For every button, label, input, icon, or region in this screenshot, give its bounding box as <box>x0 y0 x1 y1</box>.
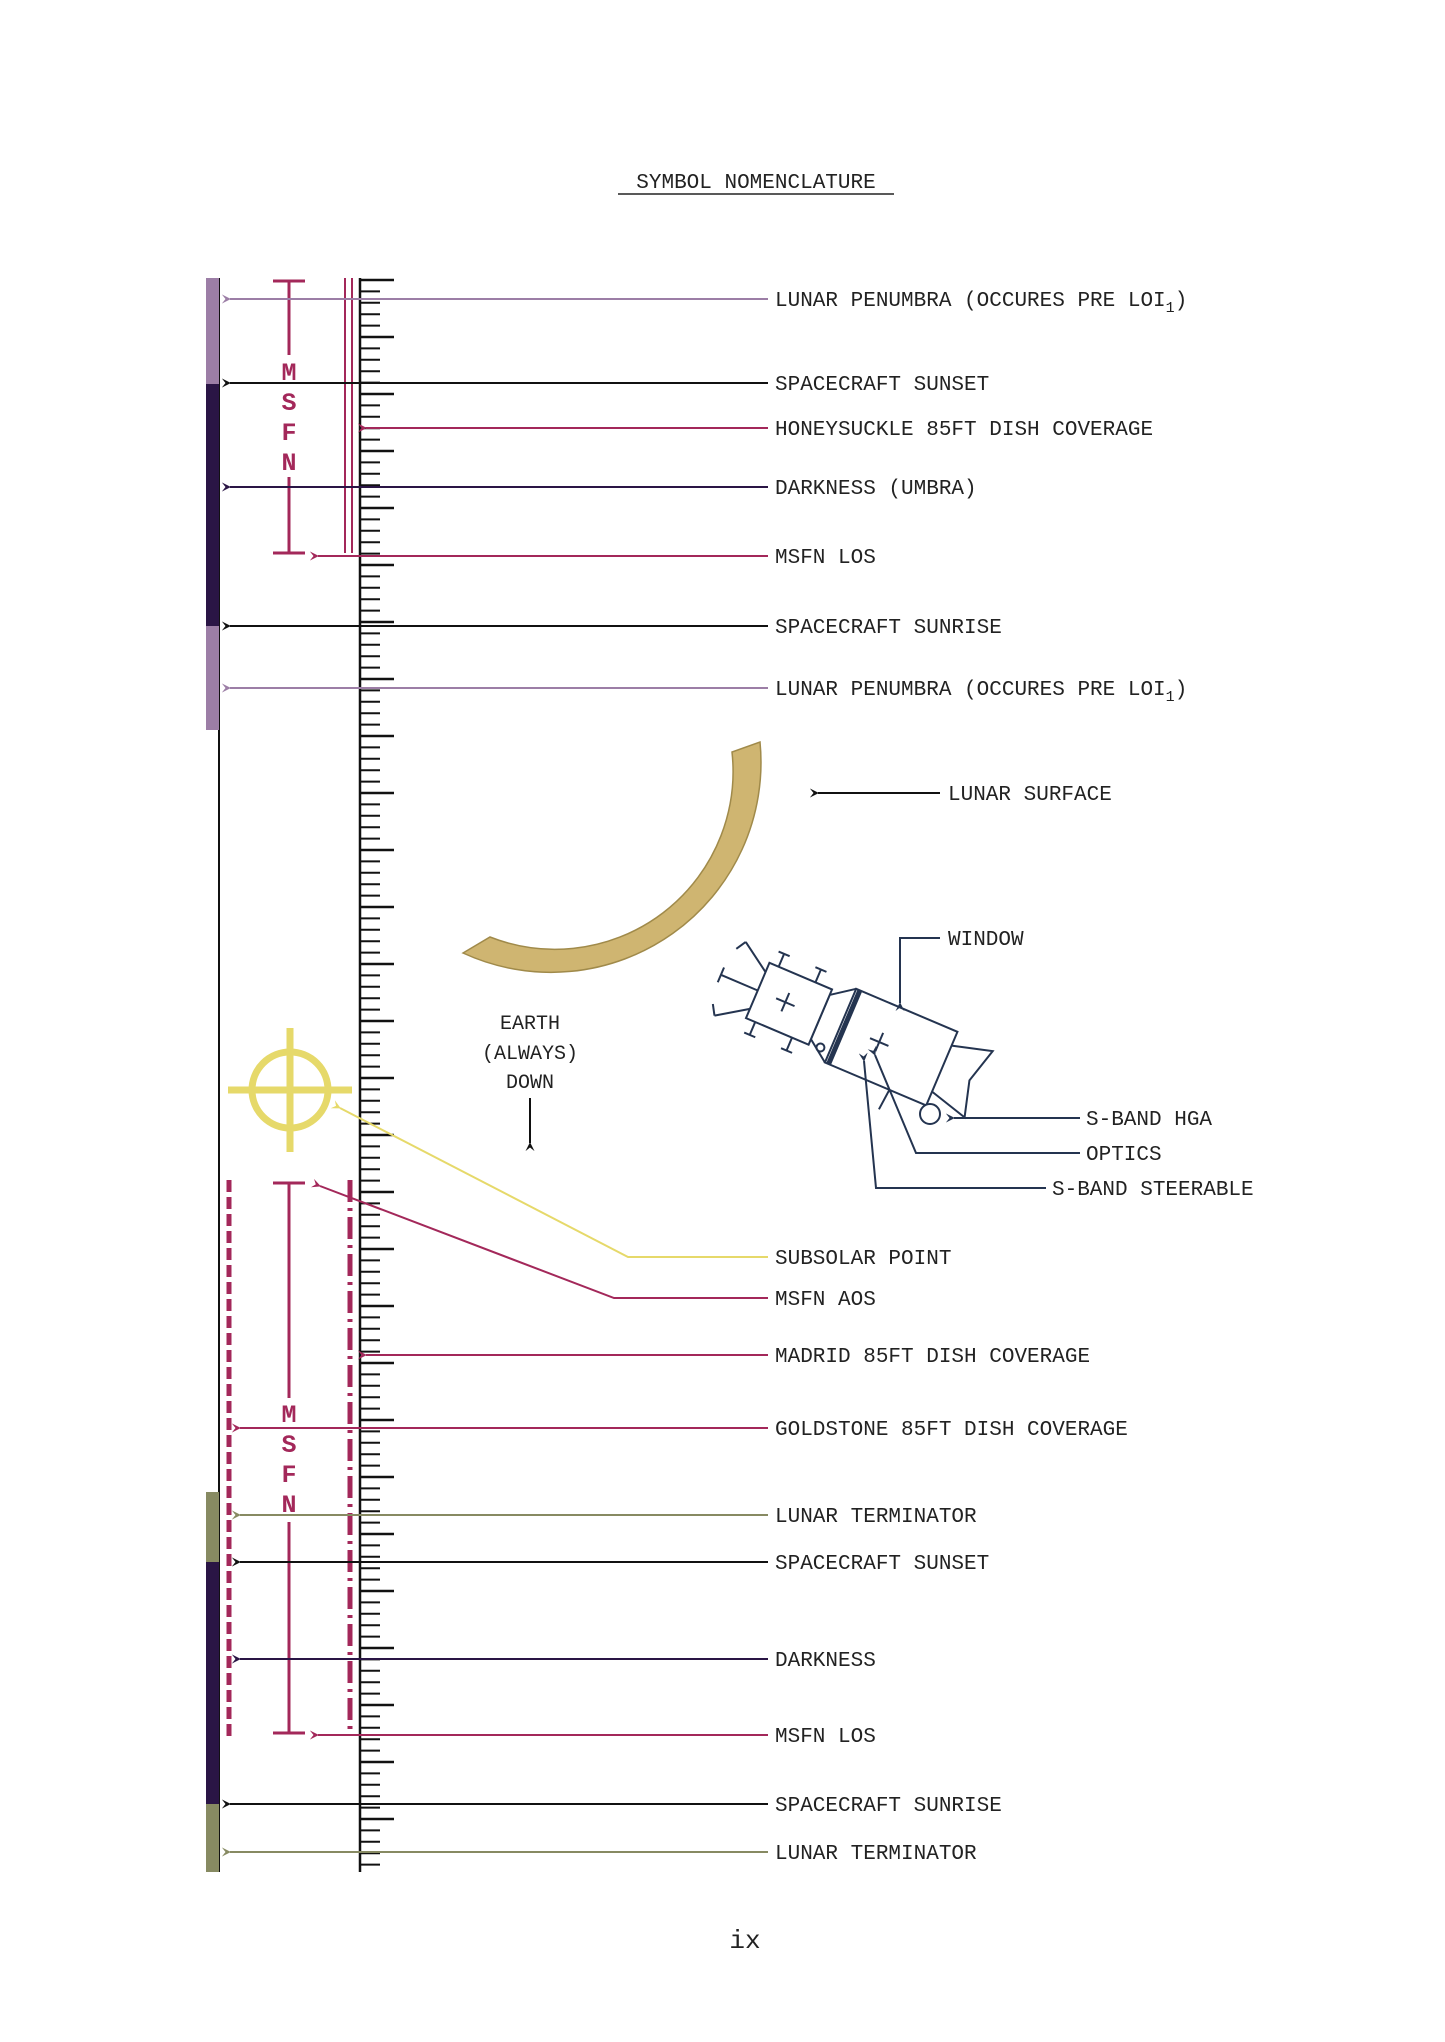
msfn-bracket-upper <box>273 281 305 553</box>
svg-text:MSFN AOS: MSFN AOS <box>775 1289 876 1312</box>
svg-text:LUNAR TERMINATOR: LUNAR TERMINATOR <box>775 1506 977 1529</box>
leader-madrid <box>366 1346 1090 1369</box>
msfn-letter-n: N <box>281 449 297 478</box>
terminator-bar-lower-1 <box>206 1492 219 1562</box>
leader-honeysuckle <box>366 419 1153 442</box>
subsolar-point-symbol <box>228 1028 352 1152</box>
msfn-letter-m-lower: M <box>281 1401 297 1430</box>
msfn-letter-m: M <box>281 359 297 388</box>
msfn-letter-s-lower: S <box>281 1431 297 1460</box>
terminator-bar-lower-2 <box>206 1804 219 1872</box>
umbra-bar-upper <box>206 384 219 626</box>
leader-darkness-lower <box>240 1650 876 1673</box>
svg-text:SPACECRAFT SUNRISE: SPACECRAFT SUNRISE <box>775 617 1002 640</box>
leader-msfn-los-upper <box>318 547 876 570</box>
page-title: SYMBOL NOMENCLATURE <box>636 172 876 195</box>
svg-text:MSFN LOS: MSFN LOS <box>775 547 876 570</box>
msfn-letter-s: S <box>281 389 297 418</box>
leader-sunrise-upper <box>230 617 1002 640</box>
leader-msfn-los-lower <box>318 1726 876 1749</box>
svg-text:S-BAND HGA: S-BAND HGA <box>1086 1109 1213 1132</box>
svg-text:GOLDSTONE 85FT DISH COVERAGE: GOLDSTONE 85FT DISH COVERAGE <box>775 1419 1128 1442</box>
time-ruler-ticks <box>360 280 394 1865</box>
msfn-letter-f: F <box>281 419 297 448</box>
lunar-surface-symbol <box>463 742 761 972</box>
svg-text:EARTH: EARTH <box>499 1013 561 1036</box>
svg-text:HONEYSUCKLE 85FT DISH COVERAGE: HONEYSUCKLE 85FT DISH COVERAGE <box>775 419 1154 442</box>
darkness-bar-lower <box>206 1562 219 1804</box>
leader-subsolar <box>340 1108 951 1271</box>
earth-direction-note <box>482 1013 578 1143</box>
svg-text:DOWN: DOWN <box>505 1072 555 1095</box>
svg-text:WINDOW: WINDOW <box>948 929 1024 952</box>
leader-terminator-lower-2 <box>230 1843 977 1866</box>
leader-sband-hga <box>954 1109 1212 1132</box>
svg-text:SPACECRAFT SUNSET: SPACECRAFT SUNSET <box>775 374 990 397</box>
honeysuckle-coverage-symbol <box>345 278 352 553</box>
svg-text:DARKNESS: DARKNESS <box>775 1650 876 1673</box>
svg-text:(ALWAYS): (ALWAYS) <box>481 1043 579 1066</box>
svg-text:OPTICS: OPTICS <box>1086 1144 1162 1167</box>
svg-text:LUNAR PENUMBRA (OCCURES PRE LO: LUNAR PENUMBRA (OCCURES PRE $LOI_1$) <box>775 290 1188 317</box>
penumbra-bar-upper-1 <box>206 278 219 384</box>
penumbra-bar-upper-2 <box>206 626 219 730</box>
svg-text:MADRID 85FT DISH COVERAGE: MADRID 85FT DISH COVERAGE <box>775 1346 1091 1369</box>
leader-lunar-surface <box>818 784 1112 807</box>
leader-sunset-upper <box>230 374 989 397</box>
svg-text:MSFN LOS: MSFN LOS <box>775 1726 876 1749</box>
leader-sunrise-lower <box>230 1795 1002 1818</box>
svg-text:LUNAR TERMINATOR: LUNAR TERMINATOR <box>775 1843 977 1866</box>
leader-window <box>900 929 1024 1003</box>
svg-text:S-BAND STEERABLE: S-BAND STEERABLE <box>1052 1179 1254 1202</box>
msfn-letter-f-lower: F <box>281 1461 297 1490</box>
leader-umbra <box>230 478 977 501</box>
svg-text:SPACECRAFT SUNSET: SPACECRAFT SUNSET <box>775 1553 990 1576</box>
msfn-bracket-lower <box>273 1183 305 1733</box>
svg-text:LUNAR SURFACE: LUNAR SURFACE <box>948 784 1112 807</box>
svg-text:DARKNESS (UMBRA): DARKNESS (UMBRA) <box>775 478 977 501</box>
page-number: ix <box>729 1926 761 1956</box>
msfn-letter-n-lower: N <box>281 1491 297 1520</box>
svg-text:SPACECRAFT SUNRISE: SPACECRAFT SUNRISE <box>775 1795 1002 1818</box>
svg-text:LUNAR PENUMBRA (OCCURES PRE LO: LUNAR PENUMBRA (OCCURES PRE $LOI_1$) <box>775 679 1188 706</box>
spacecraft-icon <box>697 934 996 1141</box>
svg-text:SUBSOLAR POINT: SUBSOLAR POINT <box>775 1248 952 1271</box>
